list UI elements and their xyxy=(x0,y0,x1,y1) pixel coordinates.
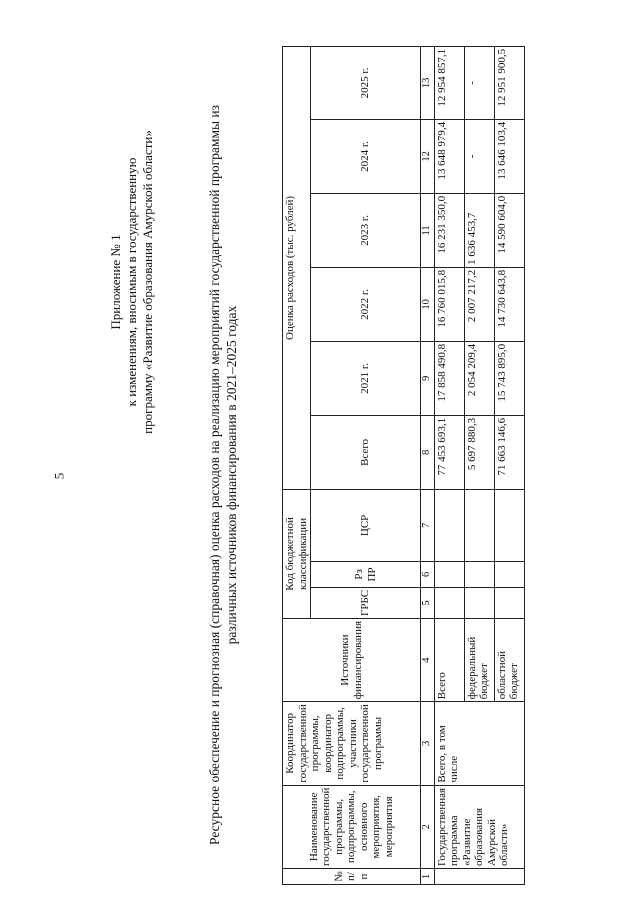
header-costs: Оценка расходов (тыс. рублей) xyxy=(283,46,311,489)
source-cell: Всего xyxy=(434,618,464,701)
header-sources: Источники финансирования xyxy=(283,618,421,701)
col-num-13: 13 xyxy=(421,46,435,119)
appendix-line-1: Приложение № 1 xyxy=(108,234,123,330)
y2021-cell: 17 858 490,8 xyxy=(434,341,464,415)
grbs-cell xyxy=(464,587,494,618)
title-line-1: Ресурсное обеспечение и прогнозная (справочная) оценка расходов на реализацию мероприятий государственной программы из xyxy=(207,105,222,845)
appendix-block xyxy=(108,47,156,517)
col-num-7: 7 xyxy=(421,489,435,561)
col-num-3: 3 xyxy=(421,702,435,785)
col-num-8: 8 xyxy=(421,415,435,489)
total-cell: 71 663 146,6 xyxy=(494,415,524,489)
row-num-cell xyxy=(434,869,524,885)
header-2024: 2024 г. xyxy=(311,119,421,193)
y2024-cell: 13 648 979,4 xyxy=(434,119,464,193)
source-cell: федеральный бюджет xyxy=(464,618,494,701)
header-2022: 2022 г. xyxy=(311,267,421,341)
header-grbs: ГРБС xyxy=(311,587,421,618)
total-cell: 77 453 693,1 xyxy=(434,415,464,489)
y2024-cell: - xyxy=(464,119,494,193)
header-csr: ЦСР xyxy=(311,489,421,561)
y2025-cell: 12 954 857,1 xyxy=(434,46,464,119)
header-2023: 2023 г. xyxy=(311,193,421,267)
y2022-cell: 14 730 643,8 xyxy=(494,267,524,341)
table-row-total xyxy=(434,46,464,884)
header-rzpr: Рз ПР xyxy=(311,561,421,587)
source-cell: областной бюджет xyxy=(494,618,524,701)
col-num-11: 11 xyxy=(421,193,435,267)
csr-cell xyxy=(434,489,464,561)
header-2025: 2025 г. xyxy=(311,46,421,119)
y2025-cell: - xyxy=(464,46,494,119)
y2023-cell: 16 231 350,0 xyxy=(434,193,464,267)
header-total: Всего xyxy=(311,415,421,489)
header-row-1 xyxy=(283,46,311,884)
program-name-cell: Государственная программа «Развитие образования Амурской области» xyxy=(434,785,524,868)
col-num-9: 9 xyxy=(421,341,435,415)
appendix-line-3: программу «Развитие образования Амурской области» xyxy=(140,130,155,434)
total-cell: 5 697 880,3 xyxy=(464,415,494,489)
coordinator-cell: Всего, в том числе xyxy=(434,702,524,785)
title-line-2: различных источников финансирования в 2021–2025 годах xyxy=(224,305,239,645)
y2022-cell: 16 760 015,8 xyxy=(434,267,464,341)
y2021-cell: 2 054 209,4 xyxy=(464,341,494,415)
page-number: 5 xyxy=(51,472,67,480)
y2023-cell: 14 590 604,0 xyxy=(494,193,524,267)
rzpr-cell xyxy=(494,561,524,587)
grbs-cell xyxy=(434,587,464,618)
csr-cell xyxy=(464,489,494,561)
document-title xyxy=(206,65,240,885)
y2022-cell: 2 007 217,2 xyxy=(464,267,494,341)
rzpr-cell xyxy=(434,561,464,587)
grbs-cell xyxy=(494,587,524,618)
y2025-cell: 12 951 900,5 xyxy=(494,46,524,119)
header-name: Наименование государственной программы, подпрограммы, основного мероприятия, мероприятия xyxy=(283,785,421,868)
y2021-cell: 15 743 895,0 xyxy=(494,341,524,415)
y2024-cell: 13 646 103,4 xyxy=(494,119,524,193)
appendix-line-2: к изменениям, вносимым в государственную xyxy=(124,157,139,407)
col-num-12: 12 xyxy=(421,119,435,193)
col-num-1: 1 xyxy=(421,869,435,885)
col-num-4: 4 xyxy=(421,618,435,701)
col-num-5: 5 xyxy=(421,587,435,618)
header-coordinator: Координатор государственной программы, координатор подпрограммы, участники государственной программы xyxy=(283,702,421,785)
y2023-cell: 1 636 453,7 xyxy=(464,193,494,267)
col-num-2: 2 xyxy=(421,785,435,868)
header-budget-code: Код бюджетной классификации xyxy=(283,489,311,618)
col-num-10: 10 xyxy=(421,267,435,341)
col-num-6: 6 xyxy=(421,561,435,587)
csr-cell xyxy=(494,489,524,561)
header-2021: 2021 г. xyxy=(311,341,421,415)
column-numbers-row xyxy=(421,46,435,884)
expenses-table xyxy=(282,46,525,885)
header-num: № п/п xyxy=(283,869,421,885)
rzpr-cell xyxy=(464,561,494,587)
